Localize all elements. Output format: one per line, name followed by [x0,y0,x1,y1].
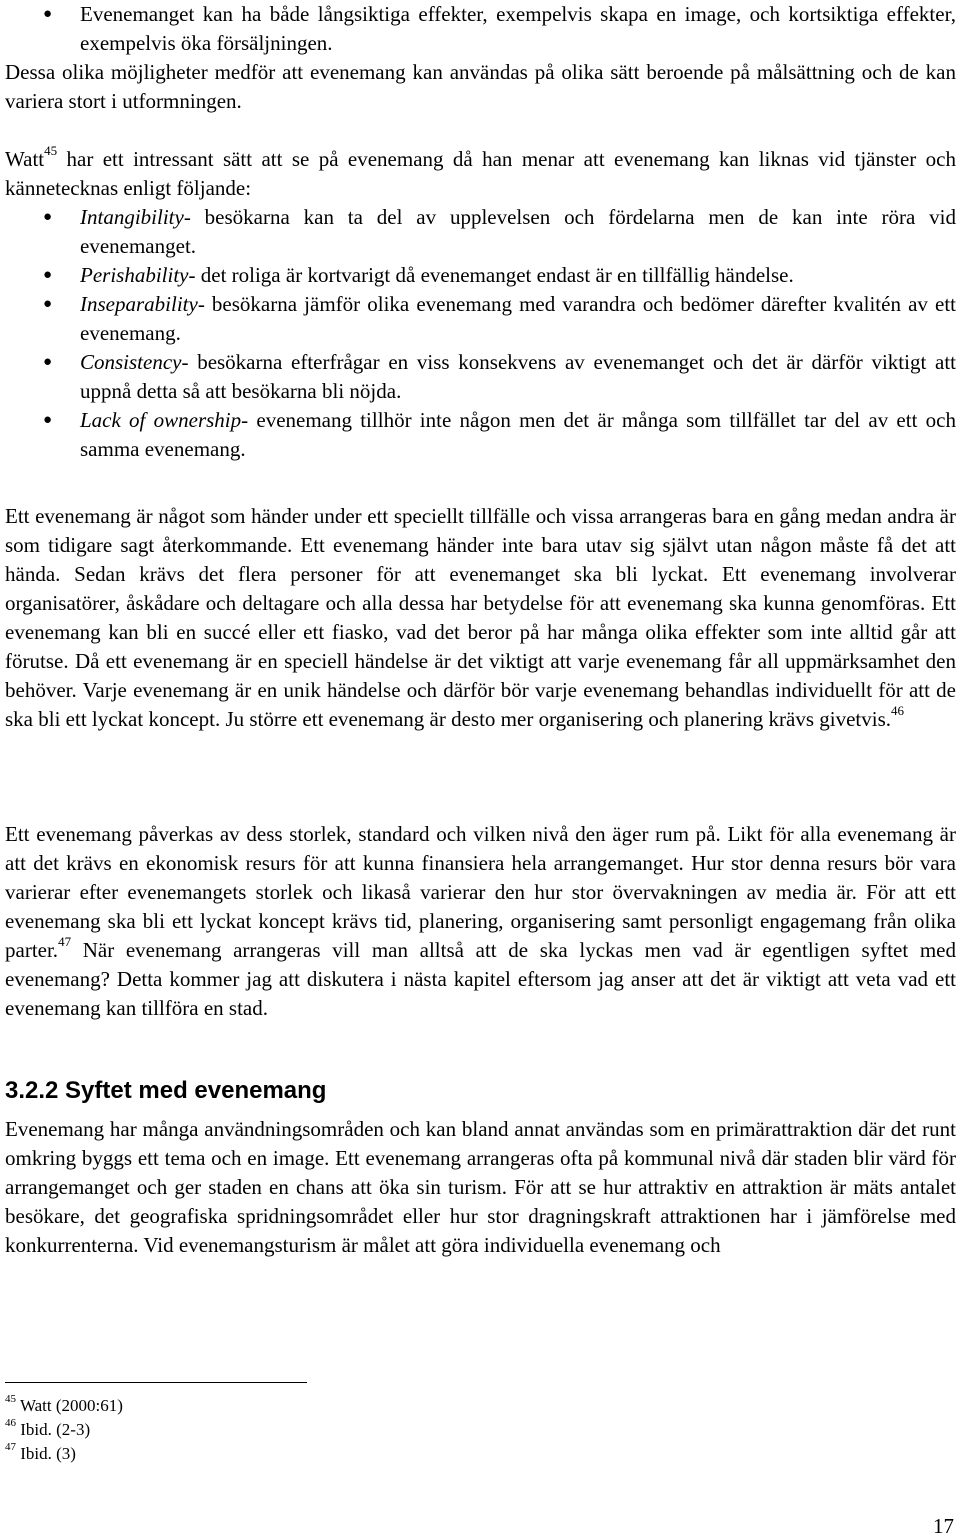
footnote-divider [5,1382,307,1383]
bullet-icon: ● [43,412,53,428]
footnote-number: 45 [5,1393,16,1406]
footnote-ref-45: 45 [44,143,58,158]
footnote-number: 47 [5,1441,16,1454]
term: Perishability [80,263,189,287]
bullet-item-lack-of-ownership: ● Lack of ownership- evenemang tillhör inte någon men det är många som tillfället tar del av ett och samma evenemang. [43,408,956,461]
bullet-icon: ● [43,354,53,370]
term: Lack of ownership [80,408,242,432]
term: Consistency [80,350,182,374]
paragraph-ett-evenemang-2: Ett evenemang påverkas av dess storlek, standard och vilken nivå den äger rum på. Likt för alla evenemang är att det krävs en ekonomisk resurs för att kunna finansiera hela arrangemanget. Hur stor denna resurs bör vara varierar efter evenemangets storlek och likaså varierar den hur stor övervakningen av media är. För att ett evenemang ska bli ett lyckat koncept krävs tid, planering, organisering samt personligt engagemang från olika parter.$^{47}$ När evenemang arrangeras vill man alltså att de ska lyckas men vad är egentligen syftet med evenemang? Detta kommer jag att diskutera i nästa kapitel eftersom jag anser att det är viktigt att veta vad ett evenemang kan tillföra en stad. [5,822,956,1020]
bullet-item-consistency: ● Consistency- besökarna efterfrågar en viss konsekvens av evenemanget och det är därför viktigt att uppnå detta så att besökarna bli nöjda. [43,350,956,403]
bullet-icon: ● [43,209,53,225]
footnote-45: $^{45}$ Watt (2000:61) [5,1393,123,1415]
bullet-icon: ● [43,296,53,312]
bullet-list-watt [5,203,956,464]
bullet-list-top [5,0,956,58]
section-heading: 3.2.2 Syftet med evenemang [5,1077,327,1104]
paragraph-dessa: Dessa olika möjligheter medför att evenemang kan användas på olika sätt beroende på målsättning och de kan variera stort i utformningen. [5,60,956,113]
bullet-item-intangibility: ● Intangibility- besökarna kan ta del av upplevelsen och fördelarna men de kan inte röra vid evenemanget. [43,205,956,258]
bullet-icon: ● [43,6,53,22]
bullet-icon: ● [43,267,53,283]
paragraph-watt: Watt$^{45}$ har ett intressant sätt att se på evenemang då han menar att evenemang kan liknas vid tjänster och kännetecknas enligt följande: [5,143,956,200]
term: Inseparability [80,292,198,316]
term: Intangibility [80,205,184,229]
paragraph-syftet: Evenemang har många användningsområden och kan bland annat användas som en primärattraktion där det runt omkring byggs ett tema och en image. Ett evenemang arrangeras ofta på kommunal nivå där staden blir värd för arrangemanget och ger staden en chans att öka sin turism. För att se hur attraktiv en attraktion är mäts antalet besökare, det geografiska spridningsområdet eller hur stor dragningskraft attraktionen har i jämförelse med konkurrenterna. Vid evenemangsturism är målet att göra individuella evenemang och [5,1117,956,1257]
page-number: 17 [933,1514,954,1538]
footnote-46: $^{46}$ Ibid. (2-3) [5,1417,91,1439]
footnote-number: 46 [5,1417,16,1430]
paragraph-ett-evenemang-1: Ett evenemang är något som händer under ett speciellt tillfälle och vissa arrangeras bara en gång medan andra är som tidigare sagt återkommande. Ett evenemang händer inte bara utav sig självt utan någon måste få det att hända. Sedan krävs det flera personer för att evenemanget ska bli lyckat. Ett evenemang involverar organisatörer, åskådare och deltagare och alla dessa har betydelse för att evenemang ska kunna genomföras. Ett evenemang kan bli en succé eller ett fiasko, vad det beror på har många olika effekter som inte alltid går att förutse. Då ett evenemang är en speciell händelse är det viktigt att varje evenemang får all uppmärksamhet den behöver. Varje evenemang är en unik händelse och därför bör varje evenemang behandlas individuellt för att de ska bli ett lyckat koncept. Ju större ett evenemang är desto mer organisering och planering krävs givetvis.$^{46}$ [5,504,956,731]
author-name: Watt [5,147,45,171]
bullet-item-perishability: ● Perishability- det roliga är kortvarigt då evenemanget endast är en tillfällig händelse. [5,261,956,290]
bullet-item-inseparability: ● Inseparability- besökarna jämför olika evenemang med varandra och bedömer därefter kvalitén av ett evenemang. [43,292,956,345]
bullet-item: ● Evenemanget kan ha både långsiktiga effekter, exempelvis skapa en image, och kortsiktiga effekter, exempelvis öka försäljningen. [43,2,956,55]
footnote-47: $^{47}$ Ibid. (3) [5,1441,76,1463]
footnote-ref-46: 46 [891,703,905,718]
footnote-ref-47: 47 [58,934,72,949]
